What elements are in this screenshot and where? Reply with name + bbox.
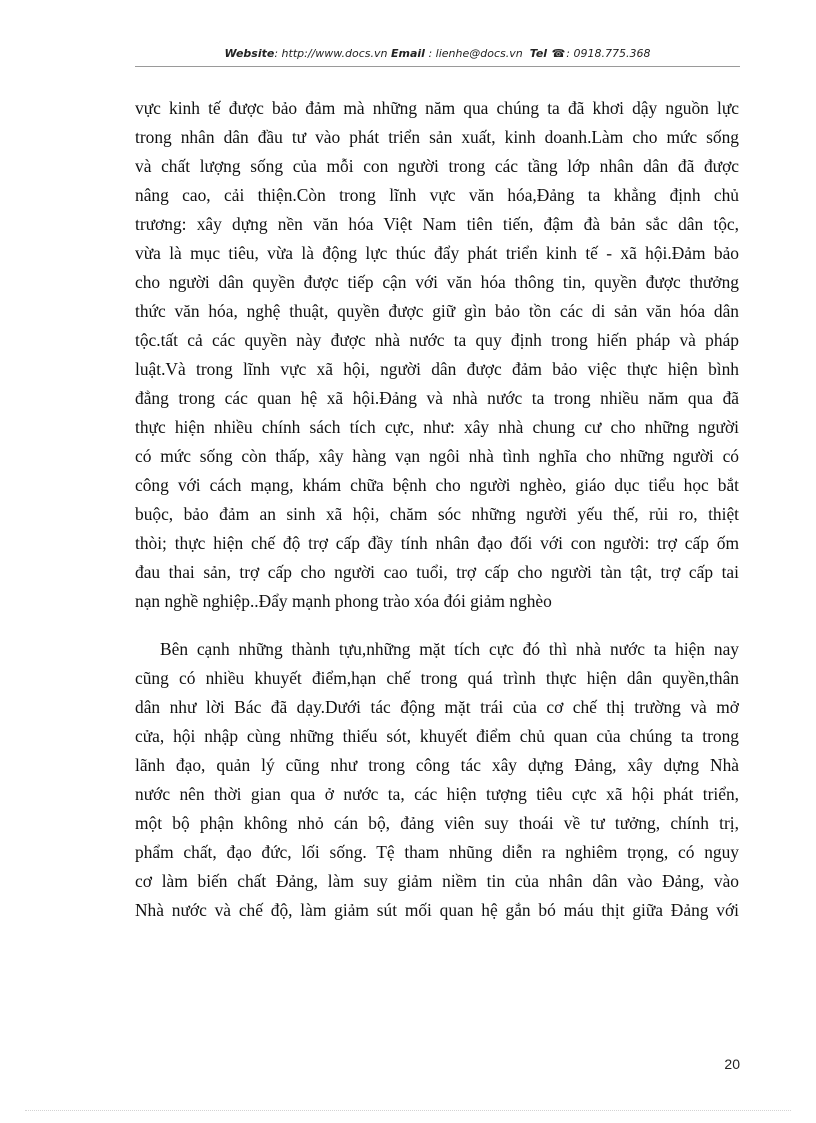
tel-number: : 0918.775.368: [566, 47, 651, 60]
text-line: cơ làm biến chất Đảng, làm suy giảm niềm tin của nhân dân vào Đảng, vào: [135, 871, 739, 891]
text-line: lãnh đạo, quản lý cũng như trong công tác xây dựng Đảng, xây dựng Nhà: [135, 755, 739, 775]
page-number: 20: [724, 1056, 740, 1072]
text-line: vừa là mục tiêu, vừa là động lực thúc đẩy phát triển kinh tế - xã hội.Đảm bảo: [135, 243, 739, 263]
paragraph-1: [135, 94, 739, 616]
text-line: Nhà nước và chế độ, làm giảm sút mối quan hệ gắn bó máu thịt giữa Đảng với: [135, 900, 739, 920]
document-body: [135, 94, 739, 925]
email-label: Email: [391, 47, 425, 60]
text-line: nước nên thời gian qua ở nước ta, các hiện tượng tiêu cực xã hội phát triển,: [135, 784, 739, 804]
text-line: thực hiện nhiều chính sách tích cực, như: xây nhà chung cư cho những người: [135, 417, 739, 437]
text-line: dân như lời Bác đã dạy.Dưới tác động mặt trái của cơ chế thị trường và mở: [135, 697, 739, 717]
text-line: trương: xây dựng nền văn hóa Việt Nam tiên tiến, đậm đà bản sắc dân tộc,: [135, 214, 739, 234]
text-line: đẳng trong các quan hệ xã hội.Đảng và nhà nước ta trong nhiều năm qua đã: [135, 388, 739, 408]
text-line: phẩm chất, đạo đức, lối sống. Tệ tham nhũng diễn ra nghiêm trọng, có nguy: [135, 842, 739, 862]
text-line: nạn nghề nghiệp..Đẩy mạnh phong trào xóa đói giảm nghèo: [135, 591, 552, 611]
paragraph-spacer: [135, 616, 739, 635]
website-label: Website: [224, 47, 275, 60]
text-line: Bên cạnh những thành tựu,những mặt tích cực đó thì nhà nước ta hiện nay: [160, 639, 739, 659]
tel-label: Tel: [529, 47, 548, 60]
text-line: cũng có nhiều khuyết điểm,hạn chế trong quá trình thực hiện dân quyền,thân: [135, 668, 739, 688]
text-line: và chất lượng sống của mỗi con người trong các tầng lớp nhân dân đã được: [135, 156, 739, 176]
page-bottom-border: [25, 1110, 791, 1111]
text-line: luật.Và trong lĩnh vực xã hội, người dân được đảm bảo việc thực hiện bình: [135, 359, 739, 379]
website-url: : http://www.docs.vn: [274, 47, 388, 60]
paragraph-2: [135, 635, 739, 925]
text-line: thức văn hóa, nghệ thuật, quyền được giữ gìn bảo tồn các di sản văn hóa dân: [135, 301, 739, 321]
phone-icon: ☎: [551, 47, 566, 60]
text-line: cửa, hội nhập cùng những thiếu sót, khuyết điểm chủ quan của chúng ta trong: [135, 726, 739, 746]
text-line: một bộ phận không nhỏ cán bộ, đảng viên suy thoái về tư tưởng, chính trị,: [135, 813, 739, 833]
text-line: tộc.tất cả các quyền này được nhà nước ta quy định trong hiến pháp và pháp: [135, 330, 739, 350]
header-divider: [135, 66, 740, 67]
text-line: thòi; thực hiện chế độ trợ cấp đầy tính nhân đạo đối với con người: trợ cấp ốm: [135, 533, 739, 553]
text-line: công với cách mạng, khám chữa bệnh cho người nghèo, giáo dục tiểu học bắt: [135, 475, 739, 495]
text-line: trong nhân dân đầu tư vào phát triển sản xuất, kinh doanh.Làm cho mức sống: [135, 127, 739, 147]
page-header: [135, 47, 740, 60]
text-line: buộc, bảo đảm an sinh xã hội, chăm sóc những người yếu thế, rủi ro, thiệt: [135, 504, 739, 524]
email-address: : lienhe@docs.vn: [424, 47, 523, 60]
text-line: vực kinh tế được bảo đảm mà những năm qua chúng ta đã khơi dậy nguồn lực: [135, 98, 739, 118]
text-line: có mức sống còn thấp, xây hàng vạn ngôi nhà tình nghĩa cho những người có: [135, 446, 739, 466]
text-line: nâng cao, cải thiện.Còn trong lĩnh vực văn hóa,Đảng ta khẳng định chủ: [135, 185, 739, 205]
text-line: đau thai sản, trợ cấp cho người cao tuổi, trợ cấp cho người tàn tật, trợ cấp tai: [135, 562, 739, 582]
text-line: cho người dân quyền được tiếp cận với văn hóa thông tin, quyền được thưởng: [135, 272, 739, 292]
